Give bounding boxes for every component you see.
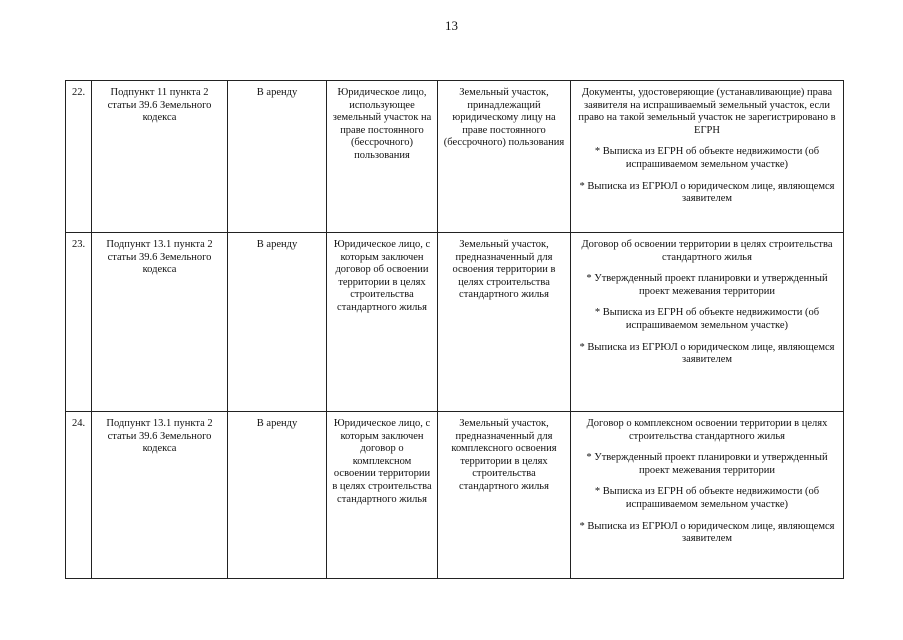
applicant-cell: Юридическое лицо, использующее земельный участок на праве постоянного (бессрочного) пользования: [327, 81, 438, 233]
applicant-cell: Юридическое лицо, с которым заключен договор об освоении территории в целях строительства стандартного жилья: [327, 233, 438, 412]
document-item: * Выписка из ЕГРЮЛ о юридическом лице, являющемся заявителем: [579, 520, 835, 545]
row-number: 24.: [66, 412, 92, 579]
page-number: 13: [445, 18, 458, 33]
document-item: Документы, удостоверяющие (устанавливающие) права заявителя на испрашиваемый земельный участок, если право на такой земельный участок не зарегистрировано в ЕГРН: [578, 87, 836, 136]
legal-basis-cell: Подпункт 11 пункта 2 статьи 39.6 Земельного кодекса: [92, 81, 228, 233]
legal-basis-cell: Подпункт 13.1 пункта 2 статьи 39.6 Земельного кодекса: [92, 233, 228, 412]
document-item: * Выписка из ЕГРЮЛ о юридическом лице, являющемся заявителем: [579, 180, 835, 205]
documents-cell: [571, 81, 844, 233]
document-table: [65, 80, 844, 579]
grant-type-cell: В аренду: [228, 412, 327, 579]
land-plot-cell: Земельный участок, принадлежащий юридическому лицу на праве постоянного (бессрочного) пользования: [438, 81, 571, 233]
documents-cell: [571, 412, 844, 579]
grant-type-cell: В аренду: [228, 233, 327, 412]
document-item: * Выписка из ЕГРН об объекте недвижимости (об испрашиваемом земельном участке): [594, 486, 820, 510]
document-item: * Утвержденный проект планировки и утвержденный проект межевания территории: [586, 452, 828, 476]
applicant-cell: Юридическое лицо, с которым заключен договор о комплексном освоении территории в целях строительства стандартного жилья: [327, 412, 438, 579]
row-number: 22.: [66, 81, 92, 233]
document-item: Договор о комплексном освоении территории в целях строительства стандартного жилья: [586, 418, 828, 442]
documents-cell: [571, 233, 844, 412]
document-item: * Выписка из ЕГРЮЛ о юридическом лице, являющемся заявителем: [579, 341, 835, 366]
land-plot-cell: Земельный участок, предназначенный для комплексного освоения территории в целях строительства стандартного жилья: [438, 412, 571, 579]
grant-type-cell: В аренду: [228, 81, 327, 233]
legal-basis-cell: Подпункт 13.1 пункта 2 статьи 39.6 Земельного кодекса: [92, 412, 228, 579]
table-row: [66, 412, 844, 579]
document-item: * Выписка из ЕГРН об объекте недвижимости (об испрашиваемом земельном участке): [594, 307, 820, 331]
table-row: [66, 81, 844, 233]
table-row: [66, 233, 844, 412]
document-item: Договор об освоении территории в целях строительства стандартного жилья: [581, 239, 833, 263]
document-item: * Утвержденный проект планировки и утвержденный проект межевания территории: [586, 273, 828, 297]
row-number: 23.: [66, 233, 92, 412]
document-item: * Выписка из ЕГРН об объекте недвижимости (об испрашиваемом земельном участке): [594, 146, 820, 170]
land-plot-cell: Земельный участок, предназначенный для освоения территории в целях строительства стандартного жилья: [438, 233, 571, 412]
